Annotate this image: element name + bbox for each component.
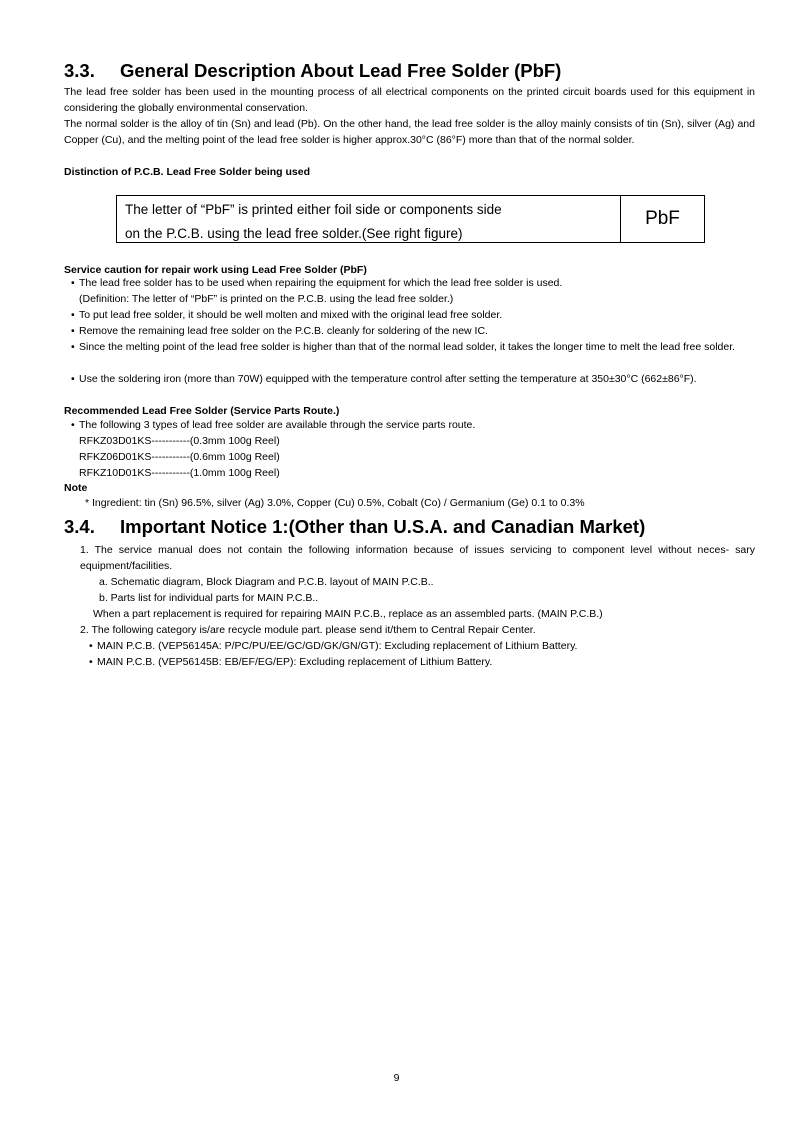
paragraph-alloy: The normal solder is the alloy of tin (Sn) and lead (Pb). On the other hand, the lead free solder is the alloy mainly consists of tin (Sn), silver (Ag) and Copper (Cu), and the melting point of the lead free solder is higher approx.30°C (86°F) more than that of the normal solder. bbox=[64, 118, 755, 146]
notice-item-2: 2. The following category is/are recycle module part. please send it/them to Central Repair Center. bbox=[80, 624, 536, 636]
notice-item-1b: b. Parts list for individual parts for MAIN P.C.B.. bbox=[99, 592, 319, 604]
definition-text: (Definition: The letter of “PbF” is printed on the P.C.B. using the lead free solder.) bbox=[79, 293, 454, 305]
bullet-item bbox=[71, 417, 755, 433]
solder-item: RFKZ10D01KS-----------(1.0mm 100g Reel) bbox=[79, 467, 280, 479]
bullet-marker: • bbox=[71, 309, 75, 321]
bullet-text: Use the soldering iron (more than 70W) equipped with the temperature control after setting the temperature at 350±30°C (662±86°F). bbox=[79, 373, 697, 385]
distinction-heading: Distinction of P.C.B. Lead Free Solder being used bbox=[64, 166, 311, 178]
paragraph-intro: The lead free solder has been used in the mounting process of all electrical components on the printed circuit boards used for this equipment in considering the globally environmental conservation. bbox=[64, 86, 755, 114]
bullet-item bbox=[71, 307, 755, 323]
solder-item: RFKZ06D01KS-----------(0.6mm 100g Reel) bbox=[79, 451, 280, 463]
notice-item-1-text: 1. The service manual does not contain the following information because of issues servicing to component level without neces- sary equipment/facilities. bbox=[80, 544, 755, 572]
bullet-marker: • bbox=[71, 373, 75, 385]
bullet-text: Since the melting point of the lead free solder is higher than that of the normal lead solder, it takes the longer time to melt the lead free solder. bbox=[79, 341, 736, 353]
module-text: MAIN P.C.B. (VEP56145B: EB/EF/EG/EP): Excluding replacement of Lithium Battery. bbox=[97, 656, 493, 668]
module-item bbox=[89, 638, 755, 654]
bullet-marker: • bbox=[89, 640, 93, 652]
bullet-marker: • bbox=[71, 277, 75, 289]
section-number: 3.4. bbox=[64, 516, 95, 537]
bullet-text: The following 3 types of lead free solder are available through the service parts route. bbox=[79, 419, 476, 431]
bullet-item bbox=[71, 275, 755, 291]
pbf-description-cell bbox=[117, 196, 621, 242]
bullet-marker: • bbox=[71, 325, 75, 337]
notice-item-1-note: When a part replacement is required for repairing MAIN P.C.B., replace as an assembled parts. (MAIN P.C.B.) bbox=[93, 608, 603, 620]
pbf-description-line-2: on the P.C.B. using the lead free solder.(See right figure) bbox=[125, 226, 463, 241]
module-item bbox=[89, 654, 755, 670]
bullet-item bbox=[71, 323, 755, 339]
note-text: * Ingredient: tin (Sn) 96.5%, silver (Ag) 3.0%, Copper (Cu) 0.5%, Cobalt (Co) / Germanium (Ge) 0.1 to 0.3% bbox=[85, 497, 585, 509]
bullet-marker: • bbox=[71, 419, 75, 431]
pbf-mark: PbF bbox=[645, 208, 680, 229]
pbf-description-line-1: The letter of “PbF” is printed either foil side or components side bbox=[125, 202, 502, 217]
pbf-table bbox=[116, 195, 705, 243]
solder-item: RFKZ03D01KS-----------(0.3mm 100g Reel) bbox=[79, 435, 280, 447]
notice-item-1a: a. Schematic diagram, Block Diagram and P.C.B. layout of MAIN P.C.B.. bbox=[99, 576, 434, 588]
recommended-heading: Recommended Lead Free Solder (Service Parts Route.) bbox=[64, 405, 340, 417]
bullet-text: To put lead free solder, it should be well molten and mixed with the original lead free solder. bbox=[79, 309, 503, 321]
section-3-3-heading bbox=[64, 60, 561, 82]
page-number: 9 bbox=[393, 1072, 400, 1084]
bullet-marker: • bbox=[71, 341, 75, 353]
bullet-text: The lead free solder has to be used when repairing the equipment for which the lead free solder is used. bbox=[79, 277, 563, 289]
note-heading: Note bbox=[64, 482, 88, 494]
bullet-item bbox=[71, 339, 755, 355]
section-title: General Description About Lead Free Solder (PbF) bbox=[120, 60, 562, 81]
bullet-text: Remove the remaining lead free solder on the P.C.B. cleanly for soldering of the new IC. bbox=[79, 325, 488, 337]
module-text: MAIN P.C.B. (VEP56145A: P/PC/PU/EE/GC/GD/GK/GN/GT): Excluding replacement of Lithium Battery. bbox=[97, 640, 578, 652]
section-number: 3.3. bbox=[64, 60, 95, 81]
notice-item-1 bbox=[80, 542, 755, 574]
bullet-item bbox=[71, 371, 755, 387]
service-caution-heading: Service caution for repair work using Lead Free Solder (PbF) bbox=[64, 264, 367, 276]
section-3-4-heading bbox=[64, 516, 645, 538]
bullet-marker: • bbox=[89, 656, 93, 668]
section-title: Important Notice 1:(Other than U.S.A. and Canadian Market) bbox=[120, 516, 646, 537]
